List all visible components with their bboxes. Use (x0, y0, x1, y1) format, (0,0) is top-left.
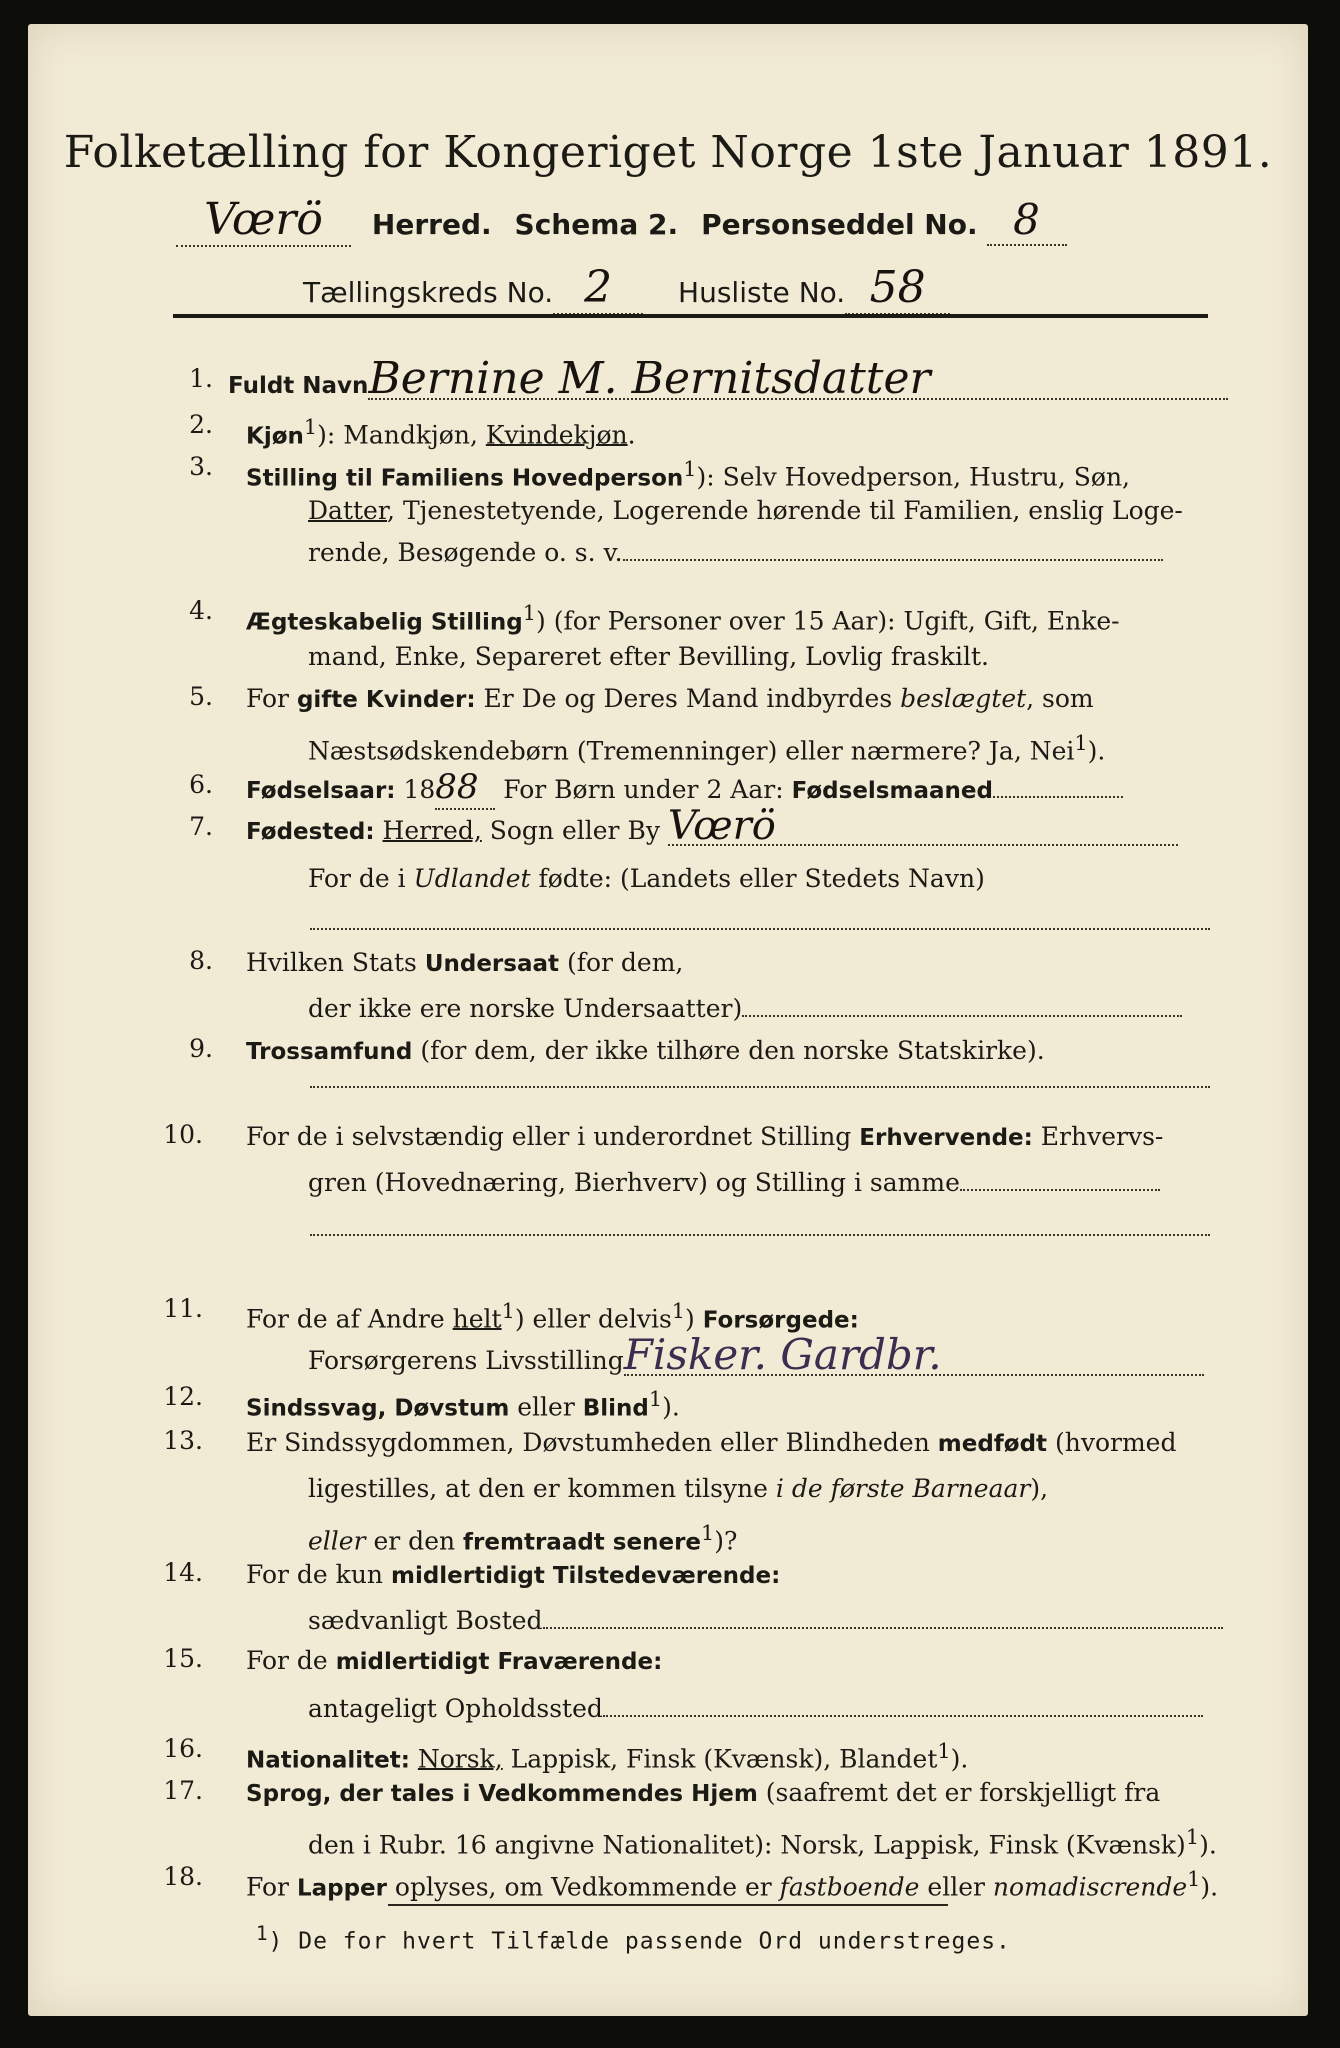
item-5-line2 (308, 722, 1105, 772)
item-17-text-c: ). (1199, 1830, 1217, 1860)
item-5 (246, 678, 1094, 721)
item-18-text-b: oplyses, om Vedkommende er (386, 1872, 780, 1902)
item-8-text-a: Hvilken Stats (246, 948, 425, 977)
birthplace-options: Sogn eller By (481, 816, 668, 845)
item-5-text-e: ). (1087, 736, 1106, 766)
temporarily-present-label: midlertidigt Tilstedeværende: (390, 1563, 781, 1589)
item-10-line2 (308, 1162, 1160, 1204)
item-9-number: 9. (189, 1034, 213, 1063)
item-13 (246, 1422, 1176, 1465)
birth-year-value: 88 (435, 766, 495, 810)
item-10-text-a: For de i selvstændig eller i underordnet Stilling (246, 1122, 860, 1151)
home-language-label: Sprog, der tales i Vedkommendes Hjem (246, 1781, 758, 1807)
item-16-number: 16. (163, 1734, 203, 1763)
item-8-text-b: (for dem, (559, 948, 684, 977)
presumed-residence-leader (603, 1715, 1203, 1717)
footnote-mark: 1 (303, 415, 318, 439)
personseddel-label: Personseddel No. (701, 208, 978, 241)
item-7-line2 (308, 858, 985, 900)
item-5-italic: beslægtet (900, 684, 1027, 713)
item-12-text-b: ). (662, 1392, 680, 1422)
disability-label: Sindssvag, Døvstum (246, 1395, 510, 1422)
nationality-options: Lappisk, Finsk (Kvænsk), Blandet (502, 1744, 938, 1774)
birthplace-value: Vœrö (668, 808, 1178, 846)
herred-line (176, 194, 1067, 247)
footnote (256, 1922, 1011, 1955)
herred-label: Herred. (371, 208, 492, 241)
item-11-text-d: Forsørgerens Livsstilling (308, 1346, 624, 1375)
schema-label: Schema 2. (514, 208, 679, 241)
item-18-text-c: eller (919, 1872, 993, 1902)
marital-status-label: Ægteskabelig Stilling (246, 609, 523, 636)
full-name-label: Fuldt Navn (228, 373, 369, 399)
kreds-label: Tællingskreds No. (303, 276, 554, 309)
item-18-number: 18. (163, 1862, 203, 1891)
item-18-italic2: nomadiscrende (992, 1872, 1188, 1902)
header-rule (173, 314, 1208, 318)
item-1 (228, 353, 1228, 407)
item-10-text-b: Erhvervs- (1032, 1122, 1164, 1151)
item-9 (246, 1030, 1045, 1073)
item-11-text-a: For de af Andre (246, 1304, 453, 1334)
birth-month-label: Fødselsmaaned (791, 778, 993, 804)
item-12-number: 12. (163, 1382, 203, 1411)
religion-text: (for dem, der ikke tilhøre den norske Statskirke). (412, 1036, 1045, 1065)
item-13-text-c: ligestilles, at den er kommen tilsyne (308, 1474, 776, 1503)
family-position-options-c: rende, Besøgende o. s. v. (308, 538, 623, 567)
item-13-text-d: ), (1030, 1474, 1049, 1503)
footnote-mark: 1 (1185, 1825, 1200, 1849)
item-5-text-a: For (246, 684, 297, 713)
footnote-mark: 1 (671, 1299, 686, 1323)
item-6-number: 6. (189, 770, 213, 799)
birth-month-leader (993, 796, 1123, 798)
item-15-number: 15. (163, 1644, 203, 1673)
item-7-italic: Udlandet (413, 864, 531, 893)
footnote-mark: 1 (1074, 731, 1088, 755)
item-7-number: 7. (189, 812, 213, 841)
citizenship-leader (742, 1015, 1182, 1017)
item-11-number: 11. (163, 1294, 203, 1323)
family-position-selected: Datter (308, 496, 388, 525)
nationality-label: Nationalitet: (246, 1747, 410, 1774)
item-3-line2 (308, 490, 1183, 532)
item-14-text-a: For de kun (246, 1560, 391, 1589)
personseddel-value: 8 (987, 195, 1067, 246)
religion-leader (310, 1086, 1210, 1088)
item-7 (246, 803, 1178, 853)
item-3-number: 3. (189, 452, 213, 481)
item-4-line2 (308, 636, 989, 678)
kreds-value: 2 (553, 262, 643, 315)
item-3-line3 (308, 532, 1163, 574)
item-5-text-c: , som (1026, 684, 1094, 713)
item-2-number: 2. (189, 410, 213, 439)
temporarily-absent-label: midlertidigt Fraværende: (335, 1649, 663, 1675)
footnote-mark: 1 (937, 1739, 951, 1763)
item-13-number: 13. (163, 1426, 203, 1455)
item-11-text-c: ) (685, 1304, 703, 1334)
religion-label: Trossamfund (246, 1039, 413, 1065)
husliste-label: Husliste No. (678, 276, 846, 309)
usual-residence-leader (543, 1627, 1223, 1629)
item-13-text-f: )? (714, 1526, 738, 1556)
item-4-number: 4. (189, 596, 213, 625)
item-15-text-b: antageligt Opholdssted (308, 1694, 603, 1723)
sex-end: . (627, 420, 636, 450)
item-1-number: 1. (189, 364, 213, 393)
item-15-text-a: For de (246, 1646, 336, 1675)
item-17-number: 17. (163, 1776, 203, 1805)
item-13-italic2: eller (308, 1526, 366, 1556)
supported-selected: helt (452, 1304, 502, 1334)
family-position-options-a: ): Selv Hovedperson, Hustru, Søn, (696, 462, 1130, 492)
item-7-text-b: For de i (308, 864, 414, 893)
occupation-leader-2 (310, 1234, 1210, 1236)
later-onset-label: fremtraadt senere (463, 1529, 702, 1556)
item-14-number: 14. (163, 1558, 203, 1587)
item-13-italic: i de første Barneaar (775, 1474, 1031, 1503)
footnote-mark: 1 (1187, 1867, 1201, 1891)
item-15 (246, 1640, 662, 1683)
kreds-line (303, 262, 950, 315)
item-17-text-b: den i Rubr. 16 angivne Nationalitet): Norsk, Lappisk, Finsk (Kvænsk) (308, 1830, 1186, 1860)
item-18-text-d: ). (1200, 1872, 1219, 1902)
sex-selected: Kvindekjøn (485, 420, 628, 450)
item-11-text-b: ) eller delvis (514, 1304, 672, 1334)
item-15-line2 (308, 1688, 1203, 1730)
blind-label: Blind (582, 1395, 649, 1422)
item-8-text-c: der ikke ere norske Undersaatter) (308, 994, 743, 1023)
item-5-number: 5. (189, 682, 213, 711)
occupation-label: Erhvervende: (859, 1125, 1033, 1151)
item-10-text-c: gren (Hovednæring, Bierhverv) og Stilling i samme (308, 1168, 960, 1197)
nationality-selected: Norsk, (417, 1744, 503, 1774)
item-11-line2 (308, 1330, 1204, 1382)
birth-year-label: Fødselsaar: (246, 778, 396, 804)
item-6-text: For Børn under 2 Aar: (495, 775, 792, 804)
provider-occupation-value: Fisker. Gardbr. (624, 1336, 1204, 1376)
marital-status-options-a: ) (for Personer over 15 Aar): Ugift, Gift, Enke- (536, 606, 1120, 636)
footnote-mark: 1 (683, 457, 697, 481)
item-5-text-b: Er De og Deres Mand indbyrdes (475, 684, 901, 713)
footnote-mark: 1 (701, 1521, 715, 1545)
item-12-text-a: eller (509, 1392, 583, 1422)
census-form-sheet (28, 24, 1308, 2016)
item-8 (246, 942, 683, 985)
item-13-text-e: er den (365, 1526, 464, 1556)
item-17-text-a: (saafremt det er forskjelligt fra (757, 1778, 1161, 1807)
item-13-text-a: Er Sindssygdommen, Døvstumheden eller Blindheden (246, 1428, 938, 1457)
family-position-options-b: , Tjenestetyende, Logerende hørende til Familien, enslig Loge- (387, 496, 1183, 525)
item-14-text-b: sædvanligt Bosted (308, 1606, 543, 1635)
item-14-line2 (308, 1600, 1223, 1642)
sex-options: ): Mandkjøn, (317, 420, 486, 450)
husliste-value: 58 (845, 262, 950, 315)
marital-status-options-b: mand, Enke, Separeret efter Bevilling, Lovlig fraskilt. (308, 642, 989, 671)
item-18-text-a: For (246, 1872, 297, 1902)
citizenship-label: Undersaat (424, 951, 559, 977)
birthplace-selected: Herred, (382, 816, 482, 845)
item-16-text-b: ). (950, 1744, 969, 1774)
footnote-mark: 1 (256, 1922, 269, 1945)
item-18-italic: fastboende (779, 1872, 920, 1902)
footnote-text: ) De for hvert Tilfælde passende Ord understreges. (268, 1928, 1011, 1955)
item-10-number: 10. (163, 1120, 203, 1149)
item-18 (246, 1858, 1218, 1909)
family-position-leader (623, 559, 1163, 561)
item-13-line2 (308, 1468, 1048, 1510)
sex-label: Kjøn (246, 423, 304, 450)
congenital-label: medfødt (937, 1431, 1048, 1457)
birthplace-label: Fødested: (246, 819, 375, 845)
married-women-label: gifte Kvinder: (296, 687, 476, 713)
item-17 (246, 1772, 1160, 1815)
full-name-value: Bernine M. Bernitsdatter (368, 360, 1228, 400)
item-8-number: 8. (189, 946, 213, 975)
sami-label: Lapper (296, 1875, 387, 1902)
footnote-rule (388, 1904, 948, 1906)
foreign-birthplace-leader (310, 928, 1210, 930)
form-title: Folketælling for Kongeriget Norge 1ste Januar 1891. (63, 127, 1273, 178)
supported-label: Forsørgede: (702, 1307, 859, 1334)
item-7-text-c: fødte: (Landets eller Stedets Navn) (530, 864, 985, 893)
family-position-label: Stilling til Familiens Hovedperson (246, 465, 684, 492)
footnote-mark: 1 (648, 1387, 663, 1411)
herred-value: Vœrö (176, 194, 351, 247)
birth-year-prefix: 18 (395, 775, 436, 804)
footnote-mark: 1 (522, 601, 537, 625)
occupation-leader (960, 1189, 1160, 1191)
item-10 (246, 1116, 1163, 1159)
item-13-text-b: (hvormed (1047, 1428, 1177, 1457)
item-5-text-d: Næstsødskendebørn (Tremenninger) eller nærmere? Ja, Nei (308, 736, 1075, 766)
footnote-mark: 1 (501, 1299, 515, 1323)
item-8-line2 (308, 988, 1182, 1030)
item-14 (246, 1554, 780, 1597)
